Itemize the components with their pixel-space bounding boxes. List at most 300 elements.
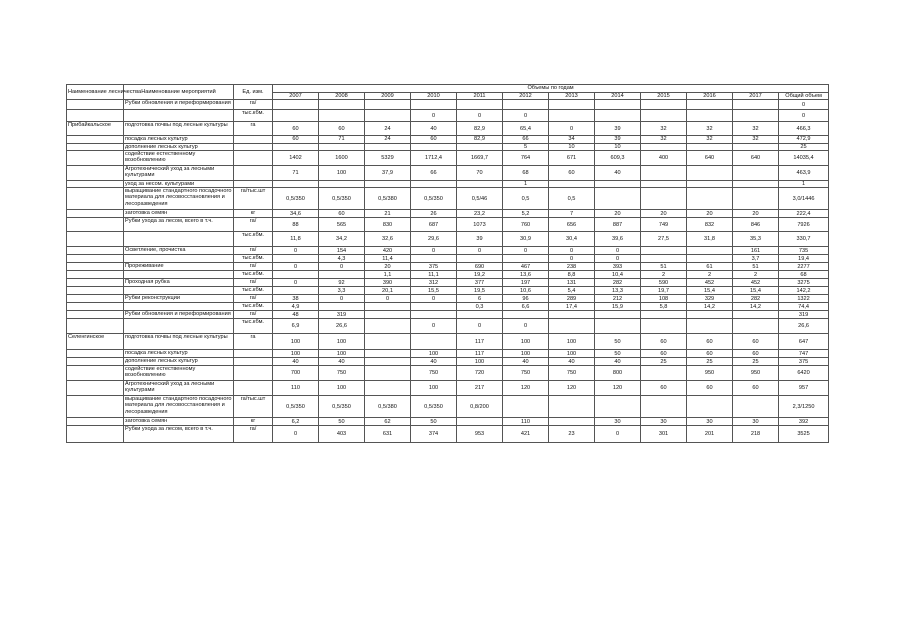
year-value-cell [273, 287, 319, 295]
year-value-cell: 301 [641, 426, 687, 443]
year-value-cell: 100 [273, 350, 319, 358]
year-value-cell: 218 [733, 426, 779, 443]
unit-cell: га/ [234, 311, 273, 319]
table-row [67, 165, 829, 180]
year-value-cell: 212 [595, 295, 641, 303]
year-value-cell: 282 [595, 279, 641, 287]
forestry-name-cell [67, 188, 124, 210]
year-value-cell: 0,5/350 [411, 396, 457, 418]
year-value-cell: 0,5/350 [319, 188, 365, 210]
forestry-activities-table [66, 84, 829, 443]
forestry-name-cell: Прибайкальское [67, 122, 124, 136]
year-value-cell [457, 418, 503, 426]
column-header-activity: Наименование мероприятий [124, 85, 234, 100]
year-value-cell: 452 [733, 279, 779, 287]
table-row [67, 350, 829, 358]
activity-name-cell: Рубки ухода за лесом, всего в т.ч. [124, 218, 234, 232]
year-header: 2013 [549, 93, 595, 100]
year-header: 2015 [641, 93, 687, 100]
year-value-cell: 1 [503, 180, 549, 187]
year-value-cell: 950 [687, 366, 733, 381]
column-header-volumes-by-year: Объемы по годам [273, 85, 829, 93]
year-value-cell: 100 [549, 334, 595, 350]
forestry-name-cell: Селенгинское [67, 334, 124, 350]
forestry-name-cell [67, 150, 124, 165]
unit-cell: тыс.кбм. [234, 287, 273, 295]
year-value-cell [549, 418, 595, 426]
year-value-cell [365, 143, 411, 150]
year-value-cell: 32 [641, 136, 687, 143]
unit-cell: тыс.кбм. [234, 110, 273, 122]
year-value-cell [595, 180, 641, 187]
year-value-cell [687, 188, 733, 210]
activity-name-cell: Рубки обновления и переформирования [124, 311, 234, 319]
year-value-cell: 467 [503, 263, 549, 271]
table-row [67, 180, 829, 187]
year-value-cell: 760 [503, 218, 549, 232]
year-value-cell: 0 [365, 295, 411, 303]
year-value-cell: 590 [641, 279, 687, 287]
year-value-cell: 34,2 [319, 232, 365, 247]
year-value-cell [687, 255, 733, 263]
table-row [67, 122, 829, 136]
year-value-cell: 38 [273, 295, 319, 303]
year-value-cell [687, 110, 733, 122]
year-value-cell [733, 396, 779, 418]
table-row [67, 271, 829, 279]
total-volume-cell: 0 [779, 100, 829, 110]
year-value-cell: 60 [687, 334, 733, 350]
activity-name-cell: Агротехнический уход за лесными культурами [124, 381, 234, 396]
year-value-cell [503, 100, 549, 110]
table-row [67, 143, 829, 150]
year-value-cell [733, 110, 779, 122]
year-value-cell: 100 [319, 381, 365, 396]
year-value-cell [733, 100, 779, 110]
year-value-cell: 100 [319, 334, 365, 350]
table-row [67, 100, 829, 110]
total-volume-cell: 74,4 [779, 303, 829, 311]
year-value-cell: 2 [641, 271, 687, 279]
year-value-cell: 0 [457, 247, 503, 255]
year-value-cell: 60 [319, 122, 365, 136]
year-value-cell: 11,1 [411, 271, 457, 279]
total-volume-cell: 6420 [779, 366, 829, 381]
unit-cell: га/ [234, 295, 273, 303]
total-volume-cell: 68 [779, 271, 829, 279]
year-value-cell: 32 [733, 136, 779, 143]
year-value-cell [549, 100, 595, 110]
year-value-cell [641, 110, 687, 122]
year-value-cell: 0,5/350 [319, 396, 365, 418]
year-value-cell: 0,5/350 [273, 188, 319, 210]
table-body [67, 100, 829, 443]
year-value-cell: 3,3 [319, 287, 365, 295]
year-value-cell: 700 [273, 366, 319, 381]
year-value-cell: 60 [641, 381, 687, 396]
year-value-cell: 5 [503, 143, 549, 150]
year-value-cell: 60 [733, 334, 779, 350]
year-value-cell: 30 [641, 418, 687, 426]
unit-cell [234, 143, 273, 150]
year-value-cell: 20 [595, 210, 641, 218]
year-value-cell: 100 [503, 350, 549, 358]
year-value-cell [273, 143, 319, 150]
year-value-cell: 565 [319, 218, 365, 232]
forestry-name-cell [67, 165, 124, 180]
year-value-cell: 640 [687, 150, 733, 165]
year-value-cell: 60 [273, 122, 319, 136]
year-value-cell: 30 [733, 418, 779, 426]
year-value-cell [641, 165, 687, 180]
total-volume-cell: 3275 [779, 279, 829, 287]
year-value-cell: 10 [549, 143, 595, 150]
unit-cell: га [234, 122, 273, 136]
year-value-cell: 11,8 [273, 232, 319, 247]
year-value-cell: 10 [595, 143, 641, 150]
forestry-name-cell [67, 100, 124, 110]
year-value-cell: 15,9 [595, 303, 641, 311]
year-value-cell [411, 311, 457, 319]
year-value-cell [641, 366, 687, 381]
year-value-cell: 60 [319, 210, 365, 218]
year-value-cell: 0 [595, 255, 641, 263]
year-value-cell: 100 [319, 165, 365, 180]
year-value-cell: 92 [319, 279, 365, 287]
year-value-cell [411, 100, 457, 110]
year-value-cell: 720 [457, 366, 503, 381]
unit-cell: тыс.кбм. [234, 255, 273, 263]
year-value-cell [457, 180, 503, 187]
year-value-cell: 0,8/200 [457, 396, 503, 418]
year-value-cell: 40 [411, 358, 457, 366]
forestry-name-cell [67, 232, 124, 247]
year-value-cell [641, 396, 687, 418]
year-value-cell [365, 110, 411, 122]
column-header-forestry: Наименование лесничества [67, 85, 124, 100]
year-value-cell: 60 [687, 350, 733, 358]
year-value-cell: 452 [687, 279, 733, 287]
year-value-cell [365, 358, 411, 366]
year-value-cell: 0,3 [457, 303, 503, 311]
year-value-cell [733, 311, 779, 319]
year-value-cell: 6 [457, 295, 503, 303]
activity-name-cell: подготовка почвы под лесные культуры [124, 334, 234, 350]
year-value-cell [595, 311, 641, 319]
total-volume-cell: 466,3 [779, 122, 829, 136]
total-volume-cell: 319 [779, 311, 829, 319]
year-value-cell: 0 [273, 247, 319, 255]
forestry-name-cell [67, 247, 124, 255]
year-value-cell: 14,2 [733, 303, 779, 311]
activity-name-cell: содействие естественному возобновлению [124, 150, 234, 165]
year-value-cell: 40 [595, 358, 641, 366]
year-value-cell: 37,9 [365, 165, 411, 180]
year-value-cell [273, 271, 319, 279]
year-value-cell: 0 [273, 263, 319, 271]
forestry-name-cell [67, 319, 124, 334]
table-row [67, 426, 829, 443]
year-value-cell: 32,6 [365, 232, 411, 247]
year-value-cell: 51 [733, 263, 779, 271]
unit-cell: га/ [234, 100, 273, 110]
year-value-cell [319, 271, 365, 279]
year-value-cell: 100 [549, 350, 595, 358]
year-value-cell: 1669,7 [457, 150, 503, 165]
year-value-cell [595, 100, 641, 110]
year-header: 2016 [687, 93, 733, 100]
forestry-name-cell [67, 350, 124, 358]
year-value-cell: 15,5 [411, 287, 457, 295]
total-volume-cell: 3525 [779, 426, 829, 443]
year-value-cell [319, 303, 365, 311]
year-value-cell [687, 165, 733, 180]
year-value-cell: 5,4 [549, 287, 595, 295]
year-value-cell [365, 350, 411, 358]
year-value-cell: 846 [733, 218, 779, 232]
year-value-cell: 421 [503, 426, 549, 443]
activity-name-cell [124, 303, 234, 311]
year-value-cell: 65,4 [503, 122, 549, 136]
year-value-cell: 29,6 [411, 232, 457, 247]
table-row [67, 287, 829, 295]
forestry-name-cell [67, 295, 124, 303]
year-value-cell: 0 [411, 295, 457, 303]
year-value-cell [457, 311, 503, 319]
year-value-cell: 34 [549, 136, 595, 143]
total-volume-cell: 735 [779, 247, 829, 255]
total-volume-cell: 463,9 [779, 165, 829, 180]
year-value-cell: 1712,4 [411, 150, 457, 165]
activity-name-cell: посадка лесных культур [124, 350, 234, 358]
year-value-cell: 39 [457, 232, 503, 247]
year-value-cell: 21 [365, 210, 411, 218]
year-value-cell: 108 [641, 295, 687, 303]
year-value-cell: 100 [457, 358, 503, 366]
year-value-cell [595, 110, 641, 122]
year-value-cell: 24 [365, 122, 411, 136]
year-value-cell: 117 [457, 350, 503, 358]
year-value-cell [365, 366, 411, 381]
year-value-cell: 15,4 [687, 287, 733, 295]
year-value-cell: 0 [595, 426, 641, 443]
year-value-cell: 66 [503, 136, 549, 143]
year-value-cell: 1073 [457, 218, 503, 232]
forestry-name-cell [67, 279, 124, 287]
year-value-cell [641, 180, 687, 187]
year-value-cell: 0 [273, 426, 319, 443]
year-value-cell: 0,5/350 [273, 396, 319, 418]
table-row [67, 358, 829, 366]
total-volume-cell: 2,3/1250 [779, 396, 829, 418]
unit-cell: га/тыс.шт [234, 188, 273, 210]
activity-name-cell: Осветление, прочистка [124, 247, 234, 255]
year-value-cell [365, 311, 411, 319]
total-volume-cell: 957 [779, 381, 829, 396]
table-row [67, 255, 829, 263]
activity-name-cell: Рубки ухода за лесом, всего в т.ч. [124, 426, 234, 443]
table-row [67, 210, 829, 218]
year-value-cell: 30 [595, 418, 641, 426]
unit-cell: кг [234, 418, 273, 426]
year-value-cell: 62 [365, 418, 411, 426]
year-value-cell: 71 [273, 165, 319, 180]
year-value-cell: 750 [319, 366, 365, 381]
year-value-cell: 687 [411, 218, 457, 232]
year-value-cell [549, 396, 595, 418]
year-value-cell: 0 [457, 110, 503, 122]
year-value-cell: 6,2 [273, 418, 319, 426]
year-value-cell: 640 [733, 150, 779, 165]
year-value-cell: 4,3 [319, 255, 365, 263]
year-value-cell: 40 [503, 358, 549, 366]
unit-cell: га/ [234, 426, 273, 443]
year-value-cell: 68 [503, 165, 549, 180]
activity-name-cell: заготовка семян [124, 210, 234, 218]
year-value-cell: 70 [457, 165, 503, 180]
activity-name-cell: выращивание стандартного посадочного материала для лесовосстановления и лесоразведения [124, 188, 234, 210]
year-value-cell [273, 180, 319, 187]
year-value-cell: 0 [503, 247, 549, 255]
table-row [67, 263, 829, 271]
year-value-cell: 750 [549, 366, 595, 381]
year-value-cell: 19,7 [641, 287, 687, 295]
table-row [67, 232, 829, 247]
year-value-cell: 14,2 [687, 303, 733, 311]
year-value-cell: 4,9 [273, 303, 319, 311]
year-value-cell: 887 [595, 218, 641, 232]
year-value-cell [641, 255, 687, 263]
total-volume-cell: 222,4 [779, 210, 829, 218]
year-value-cell: 3,7 [733, 255, 779, 263]
year-value-cell: 60 [733, 381, 779, 396]
unit-cell: га/ [234, 218, 273, 232]
year-value-cell: 0 [411, 110, 457, 122]
year-value-cell: 25 [733, 358, 779, 366]
year-value-cell: 60 [411, 136, 457, 143]
year-value-cell: 100 [411, 350, 457, 358]
table-row [67, 418, 829, 426]
year-value-cell: 39 [595, 136, 641, 143]
activity-name-cell: заготовка семян [124, 418, 234, 426]
table-row [67, 279, 829, 287]
year-value-cell: 31,8 [687, 232, 733, 247]
year-value-cell: 0 [273, 279, 319, 287]
unit-cell: га [234, 334, 273, 350]
year-value-cell: 34,6 [273, 210, 319, 218]
year-value-cell: 35,3 [733, 232, 779, 247]
year-value-cell: 750 [411, 366, 457, 381]
forestry-name-cell [67, 271, 124, 279]
activity-name-cell: посадка лесных культур [124, 136, 234, 143]
column-header-unit: Ед. изм. [234, 85, 273, 100]
year-value-cell: 10,4 [595, 271, 641, 279]
year-value-cell [503, 396, 549, 418]
year-value-cell: 96 [503, 295, 549, 303]
year-value-cell [549, 180, 595, 187]
year-value-cell: 51 [641, 263, 687, 271]
year-value-cell: 48 [273, 311, 319, 319]
year-value-cell [595, 319, 641, 334]
total-volume-cell: 472,9 [779, 136, 829, 143]
year-value-cell [319, 100, 365, 110]
total-volume-cell: 647 [779, 334, 829, 350]
forestry-name-cell [67, 255, 124, 263]
year-value-cell: 40 [319, 358, 365, 366]
table-row [67, 247, 829, 255]
total-volume-cell: 25 [779, 143, 829, 150]
year-value-cell: 238 [549, 263, 595, 271]
year-value-cell [457, 255, 503, 263]
year-value-cell: 950 [733, 366, 779, 381]
year-value-cell: 82,9 [457, 136, 503, 143]
year-value-cell: 6,6 [503, 303, 549, 311]
year-value-cell: 24 [365, 136, 411, 143]
total-volume-cell: 0 [779, 110, 829, 122]
year-value-cell: 2 [733, 271, 779, 279]
year-value-cell: 20,1 [365, 287, 411, 295]
year-value-cell [687, 396, 733, 418]
year-value-cell: 750 [503, 366, 549, 381]
year-value-cell: 393 [595, 263, 641, 271]
year-value-cell: 0 [549, 247, 595, 255]
total-volume-header: Общий объем [779, 93, 829, 100]
year-value-cell [641, 100, 687, 110]
activity-name-cell [124, 110, 234, 122]
table-row [67, 311, 829, 319]
year-value-cell: 5,2 [503, 210, 549, 218]
activity-name-cell [124, 232, 234, 247]
year-value-cell [273, 110, 319, 122]
year-value-cell: 154 [319, 247, 365, 255]
year-header: 2007 [273, 93, 319, 100]
year-value-cell: 100 [273, 334, 319, 350]
activity-name-cell [124, 319, 234, 334]
year-value-cell [641, 188, 687, 210]
year-value-cell: 377 [457, 279, 503, 287]
year-value-cell: 217 [457, 381, 503, 396]
year-value-cell [365, 303, 411, 311]
table-row [67, 136, 829, 143]
unit-cell [234, 180, 273, 187]
year-value-cell: 5,8 [641, 303, 687, 311]
year-value-cell: 0,5/350 [411, 188, 457, 210]
year-value-cell: 0 [457, 319, 503, 334]
year-value-cell [411, 143, 457, 150]
year-value-cell: 20 [733, 210, 779, 218]
total-volume-cell: 1 [779, 180, 829, 187]
activity-name-cell: Рубки реконструкции [124, 295, 234, 303]
total-volume-cell: 7926 [779, 218, 829, 232]
year-value-cell: 19,2 [457, 271, 503, 279]
table-row [67, 295, 829, 303]
total-volume-cell: 14035,4 [779, 150, 829, 165]
year-value-cell: 60 [733, 350, 779, 358]
year-value-cell: 110 [503, 418, 549, 426]
forestry-name-cell [67, 110, 124, 122]
year-value-cell: 117 [457, 334, 503, 350]
year-value-cell [319, 143, 365, 150]
activity-name-cell: дополнение лесных культур [124, 358, 234, 366]
year-value-cell [595, 396, 641, 418]
year-value-cell: 832 [687, 218, 733, 232]
year-value-cell: 50 [319, 418, 365, 426]
year-value-cell: 6,9 [273, 319, 319, 334]
year-value-cell: 0 [319, 263, 365, 271]
table-row [67, 303, 829, 311]
year-value-cell: 50 [595, 350, 641, 358]
year-value-cell: 23 [549, 426, 595, 443]
